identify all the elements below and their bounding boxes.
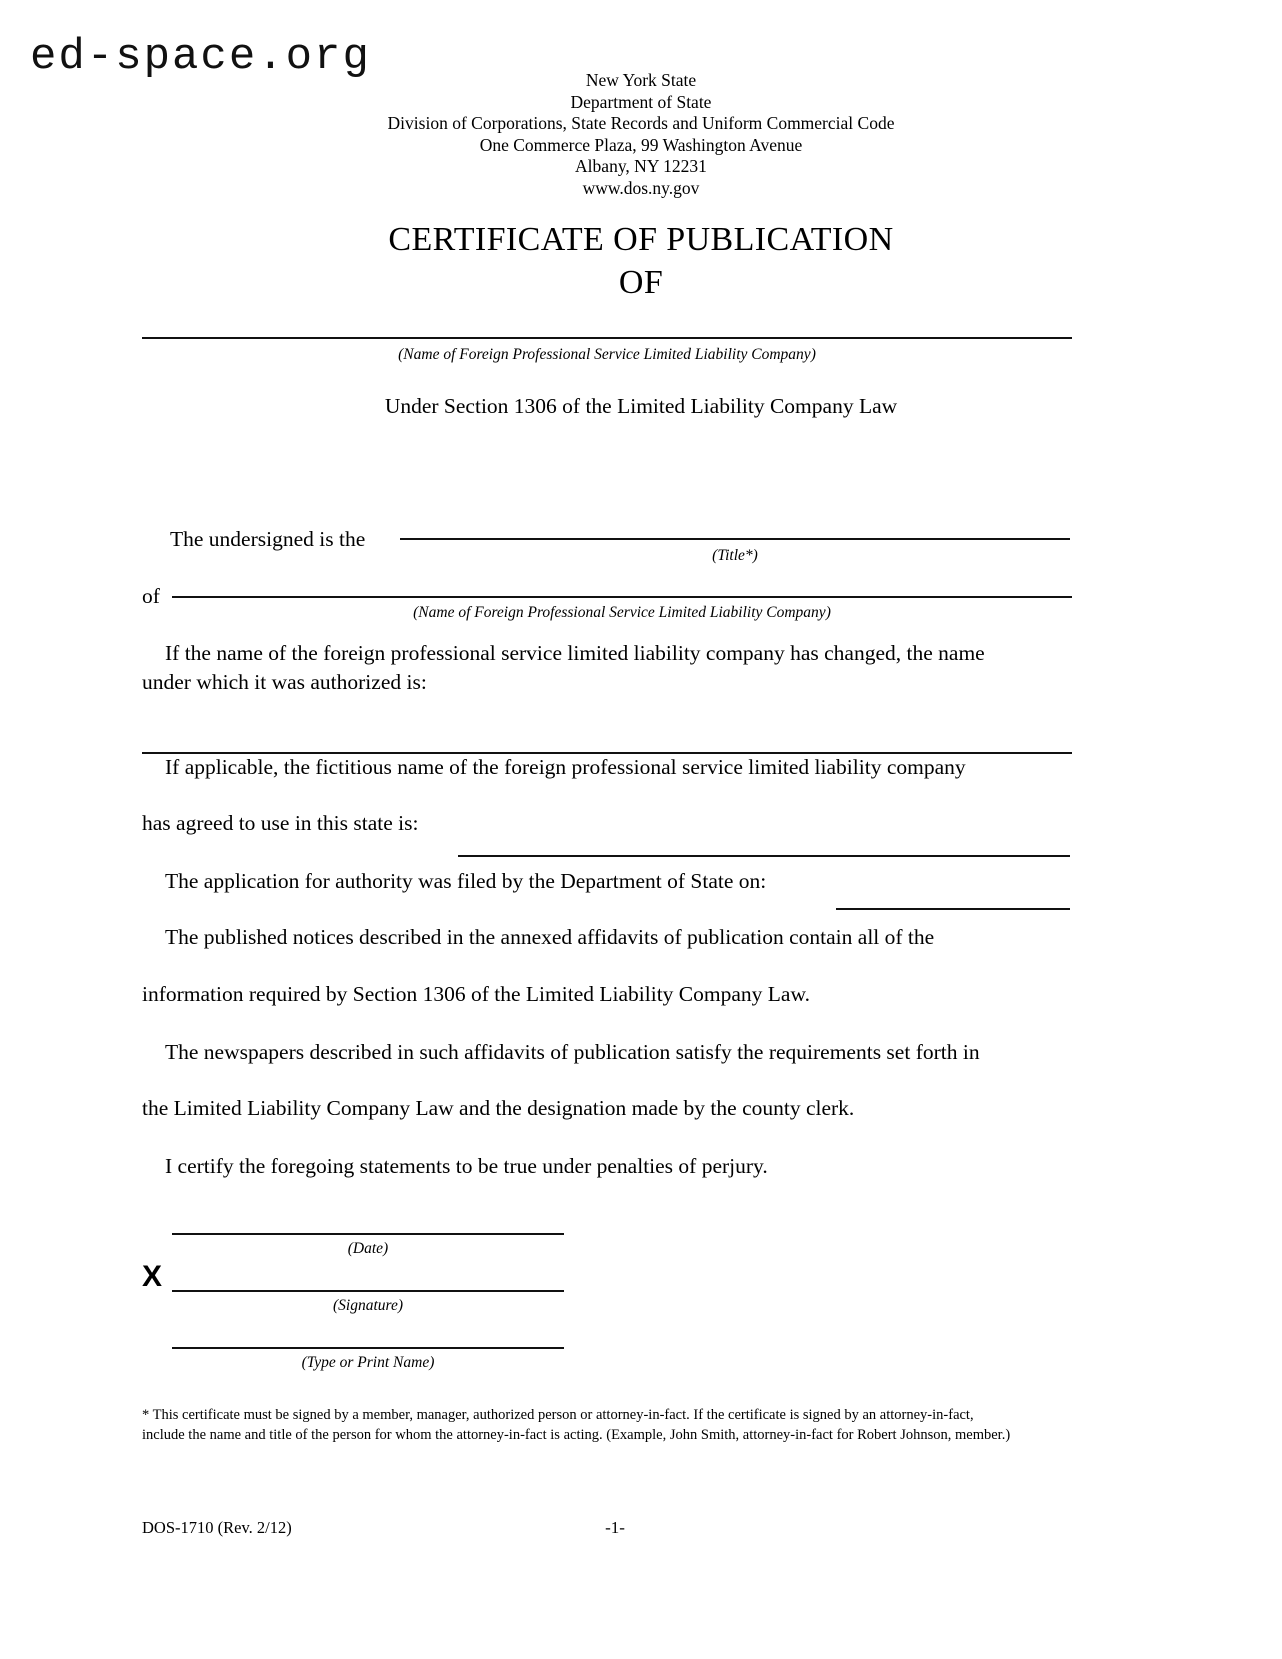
of-label: of xyxy=(142,584,160,608)
company-name-caption: (Name of Foreign Professional Service Limited Liability Company) xyxy=(398,346,816,363)
statute-reference-line: Under Section 1306 of the Limited Liability Company Law xyxy=(384,394,898,418)
published-notices-line-1: The published notices described in the annexed affidavits of publication contain all of the xyxy=(165,925,935,949)
newspapers-line-1: The newspapers described in such affidavits of publication satisfy the requirements set forth in xyxy=(165,1040,980,1064)
changed-name-line-2: under which it was authorized is: xyxy=(142,670,427,694)
watermark-ed-space: ed-space.org xyxy=(30,32,371,82)
footnote-line-2: include the name and title of the person for whom the attorney-in-fact is acting. (Example, John Smith, attorney-in-fact for Robert Johnson, member.) xyxy=(142,1427,1011,1443)
signature-caption: (Signature) xyxy=(332,1297,404,1314)
application-filed-line: The application for authority was filed by the Department of State on: xyxy=(165,869,767,893)
page-title-line-2: OF xyxy=(618,264,664,301)
title-caption: (Title*) xyxy=(712,547,758,564)
print-name-blank-rule[interactable] xyxy=(172,1347,564,1349)
of-company-blank-rule[interactable] xyxy=(172,596,1072,598)
signature-x-mark: X xyxy=(142,1260,163,1293)
company-name-blank-rule[interactable] xyxy=(142,337,1072,339)
page-title-line-1: CERTIFICATE OF PUBLICATION xyxy=(388,221,894,258)
date-caption: (Date) xyxy=(347,1240,389,1257)
footnote-line-1: * This certificate must be signed by a member, manager, authorized person or attorney-in-fact. If the certificate is signed by an attorney-in-fact, xyxy=(142,1407,974,1423)
agency-header-line-4: One Commerce Plaza, 99 Washington Avenue xyxy=(479,134,803,155)
undersigned-lead-text: The undersigned is the xyxy=(170,527,366,551)
print-name-caption: (Type or Print Name) xyxy=(301,1354,435,1371)
agency-header-line-2: Department of State xyxy=(570,91,712,112)
agency-header-line-5: Albany, NY 12231 xyxy=(575,156,707,176)
published-notices-line-2: information required by Section 1306 of the Limited Liability Company Law. xyxy=(142,982,810,1006)
changed-name-line-1: If the name of the foreign professional service limited liability company has changed, the name xyxy=(165,641,985,665)
of-company-caption: (Name of Foreign Professional Service Limited Liability Company) xyxy=(413,604,831,621)
date-blank-rule[interactable] xyxy=(172,1233,564,1235)
filed-date-blank-rule[interactable] xyxy=(836,908,1070,910)
fictitious-name-line-1: If applicable, the fictitious name of the foreign professional service limited liability company xyxy=(165,755,966,779)
agency-header-line-1: New York State xyxy=(585,70,697,90)
footer-page-number: -1- xyxy=(605,1518,625,1537)
agency-header xyxy=(0,70,1282,199)
certification-line: I certify the foregoing statements to be true under penalties of perjury. xyxy=(165,1154,768,1178)
fictitious-name-line-2: has agreed to use in this state is: xyxy=(142,811,419,835)
page-title xyxy=(0,218,1282,304)
agency-header-website: www.dos.ny.gov xyxy=(582,177,700,198)
agency-header-line-3: Division of Corporations, State Records and Uniform Commercial Code xyxy=(387,113,895,133)
signature-blank-rule[interactable] xyxy=(172,1290,564,1292)
title-blank-rule[interactable] xyxy=(400,538,1070,540)
fictitious-name-blank-rule[interactable] xyxy=(458,855,1070,857)
newspapers-line-2: the Limited Liability Company Law and the designation made by the county clerk. xyxy=(142,1096,855,1120)
footnote xyxy=(142,1405,1010,1445)
footer-form-id: DOS-1710 (Rev. 2/12) xyxy=(142,1518,292,1537)
